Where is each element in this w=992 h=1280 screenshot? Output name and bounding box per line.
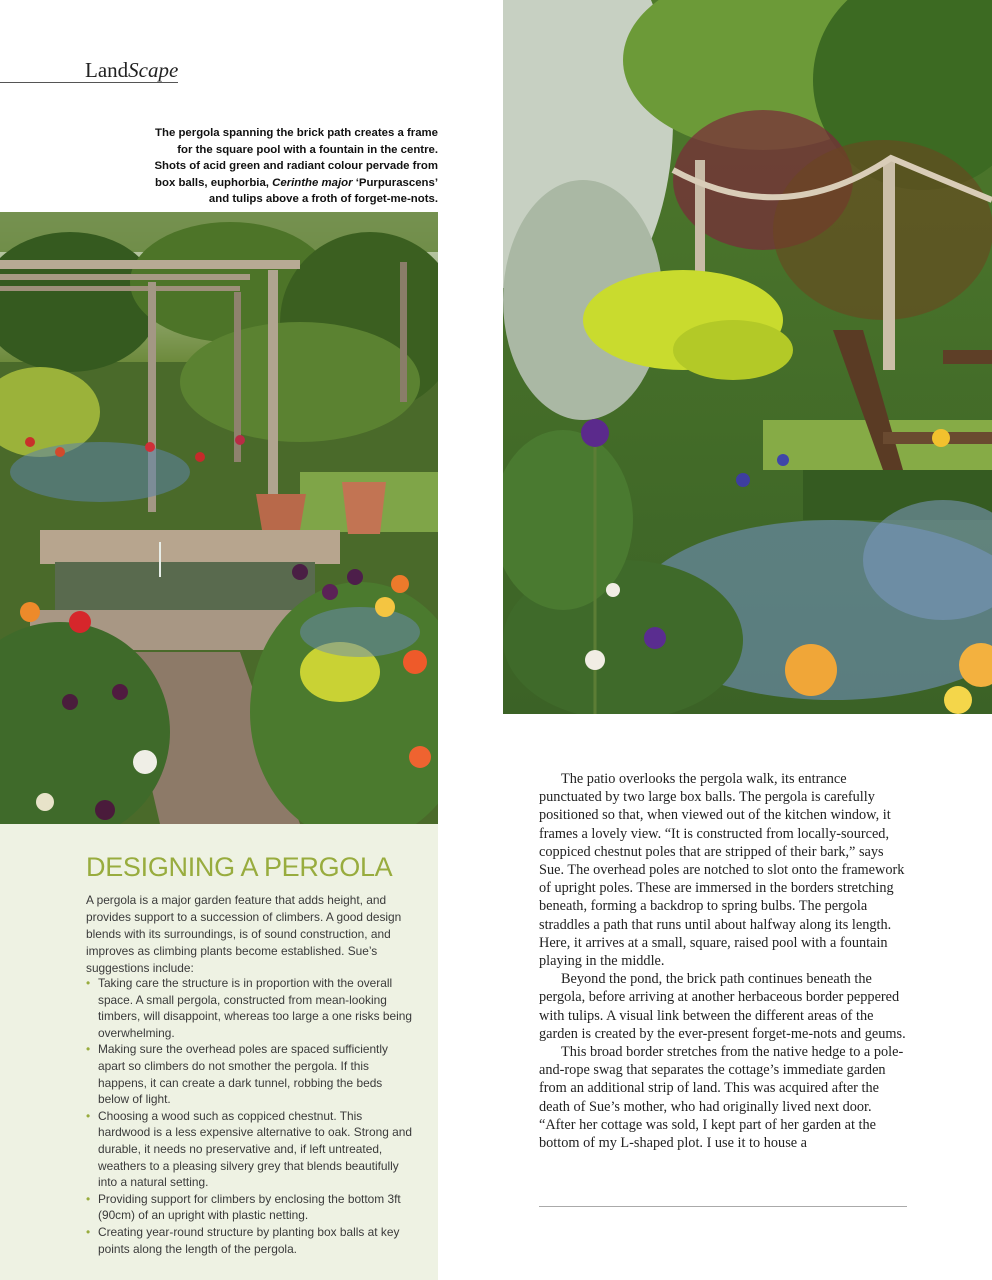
bullet-icon: • xyxy=(86,1224,91,1239)
pergola-tips-sidebar xyxy=(0,824,438,1280)
logo-text-roman: Land xyxy=(85,58,129,82)
tip-text: Creating year-round structure by planting box balls at key points along the length of the pergola. xyxy=(98,1224,400,1256)
sidebar-intro: A pergola is a major garden feature that adds height, and provides support to a succession of climbers. A good design blends with its surroundings, is of sound construction, and improves as climbing plants become established. Sue’s suggestions include: xyxy=(86,893,402,976)
bullet-icon: • xyxy=(86,1042,91,1057)
section-logo xyxy=(85,58,178,83)
tip-item xyxy=(86,1191,412,1224)
body-paragraph: The patio overlooks the pergola walk, its entrance punctuated by two large box balls. The pergola is carefully positioned so that, when viewed out of the kitchen window, it frames a lovely view. “It is constructed from locally-sourced, coppiced chestnut poles that are stripped of their bark,” says Sue. The overhead poles are notched to slot onto the framework of upright poles. These are immersed in the borders stretching beneath, forming a backdrop to spring bulbs. The pergola straddles a path that runs until about halfway along its length. Here, it arrives at a small, square, raised pool with a fountain playing in the middle. xyxy=(539,771,905,970)
pergola-pool-illustration xyxy=(0,212,438,824)
caption-line: The pergola spanning the brick path creates a frame xyxy=(155,127,438,139)
body-paragraph: This broad border stretches from the native hedge to a pole-and-rope swag that separates the cottage’s immediate garden from an additional strip of land. This was acquired after the death of Sue’s mother, who had originally lived next door. “After her cottage was sold, I kept part of her garden at the bottom of my L-shaped plot. I use it to house a xyxy=(539,1044,904,1152)
column-end-rule xyxy=(539,1206,907,1207)
pergola-pool-photo xyxy=(0,212,438,824)
border-rope-swag-photo xyxy=(503,0,992,714)
tip-item xyxy=(86,975,412,1041)
tip-item xyxy=(86,1041,412,1107)
bullet-icon: • xyxy=(86,1108,91,1123)
body-paragraph: Beyond the pond, the brick path continues beneath the pergola, before arriving at another herbaceous border peppered with tulips. A visual link between the different areas of the garden is created by the ever-present forget-me-nots and geums. xyxy=(539,971,906,1042)
sidebar-title: DESIGNING A PERGOLA xyxy=(86,852,393,882)
tip-text: Choosing a wood such as coppiced chestnut. This hardwood is a less expensive alternative to oak. Strong and durable, it needs no preservative and, if left untreated, weathers to a pleasing silvery grey that blends beautifully into a natural setting. xyxy=(98,1108,412,1190)
caption-plant-name: Cerinthe major xyxy=(272,176,353,189)
tip-text: Providing support for climbers by enclosing the bottom 3ft (90cm) of an upright with plastic netting. xyxy=(98,1191,401,1223)
tip-text: Taking care the structure is in proportion with the overall space. A small pergola, constructed from mean-looking timbers, will disappoint, whereas too large a one risks being overwhelming. xyxy=(98,976,412,1040)
tip-item xyxy=(86,1224,412,1257)
caption-line: and tulips above a froth of forget-me-nots. xyxy=(208,193,438,206)
caption-line: ‘Purpurascens’ xyxy=(352,176,438,189)
tip-item xyxy=(86,1108,412,1191)
tip-text: Making sure the overhead poles are spaced sufficiently apart so climbers do not smother the pergola. If this happens, it can create a dark tunnel, robbing the beds below of light. xyxy=(98,1042,388,1107)
section-header xyxy=(0,58,178,83)
border-rope-swag-illustration xyxy=(503,0,992,714)
bullet-icon: • xyxy=(86,976,91,990)
caption-line: box balls, euphorbia, xyxy=(155,176,273,189)
logo-text-italic: Scape xyxy=(128,58,179,82)
caption-line: Shots of acid green and radiant colour pervade from xyxy=(154,160,438,173)
photo-caption xyxy=(150,125,438,208)
tips-list xyxy=(86,975,412,1257)
caption-line: for the square pool with a fountain in the centre. xyxy=(177,143,438,156)
article-body xyxy=(539,770,907,1152)
bullet-icon: • xyxy=(86,1191,91,1206)
